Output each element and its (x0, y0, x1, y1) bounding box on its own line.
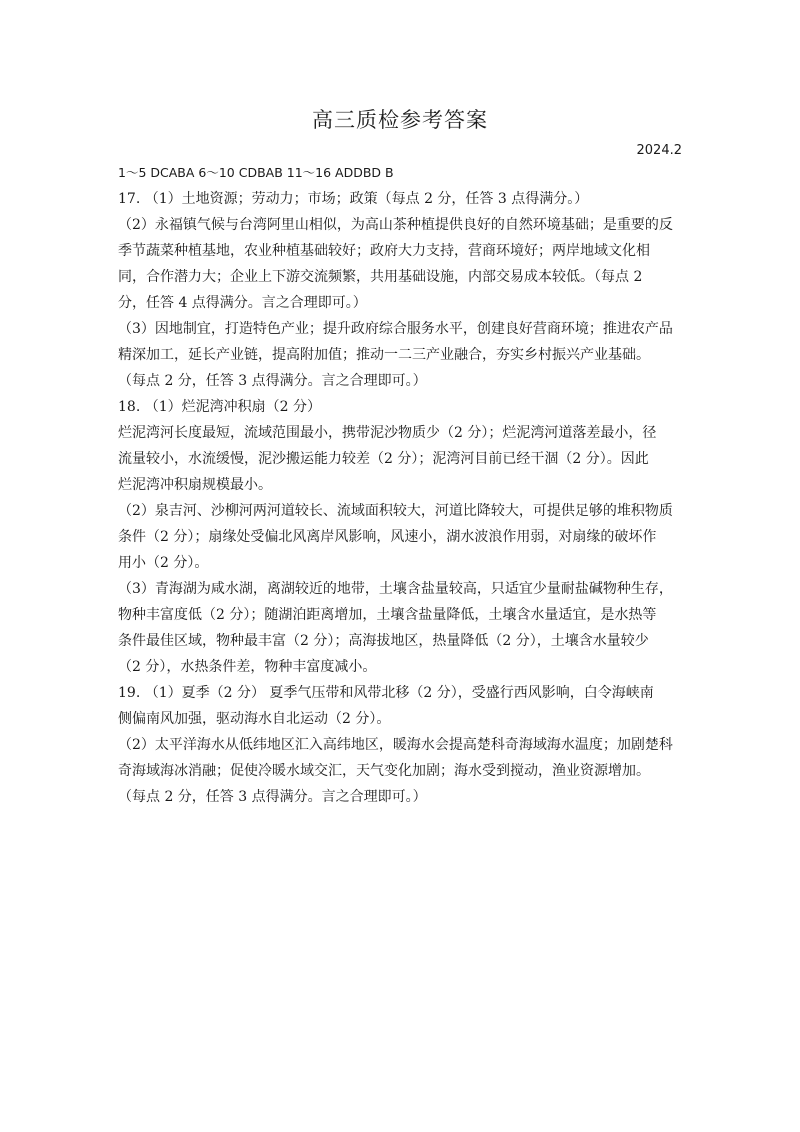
answer-line: （2）永福镇气候与台湾阿里山相似，为高山茶种植提供良好的自然环境基础；是重要的反 (118, 217, 673, 233)
answer-line: （3）青海湖为咸水湖，离湖较近的地带，土壤含盐量较高，只适宜少量耐盐碱物种生存， (118, 581, 673, 597)
answer-line: 条件（2 分）；扇缘处受偏北风离岸风影响，风速小，湖水波浪作用弱，对扇缘的破坏作 (118, 529, 657, 545)
answer-line: （2）泉吉河、沙柳河两河道较长、流域面积较大，河道比降较大，可提供足够的堆积物质 (118, 503, 673, 519)
answer-line: 奇海域海冰消融；促使冷暖水域交汇，天气变化加剧；海水受到搅动，渔业资源增加。 (118, 763, 650, 779)
document-date: 2024.2 (636, 143, 682, 158)
answer-body (118, 160, 690, 810)
answer-line: （每点 2 分，任答 3 点得满分。言之合理即可。） (118, 373, 427, 389)
answer-line: 物种丰富度低（2 分）；随湖泊距离增加，土壤含盐量降低，土壤含水量适宜，是水热等 (118, 607, 657, 623)
answer-line: 分，任答 4 点得满分。言之合理即可。） (118, 295, 367, 311)
answer-line: 流量较小，水流缓慢，泥沙搬运能力较差（2 分）；泥湾河目前已经干涸（2 分）。因此 (118, 451, 649, 467)
answer-line: 18. （1）烂泥湾冲积扇（2 分） (118, 399, 321, 415)
mc-answers-line: 1～5 DCABA 6～10 CDBAB 11～16 ADDBD B (118, 165, 394, 180)
answer-line: （每点 2 分，任答 3 点得满分。言之合理即可。） (118, 789, 427, 805)
answer-line: （2 分），水热条件差，物种丰富度减小。 (118, 659, 377, 675)
answer-line: 条件最佳区域，物种最丰富（2 分）；高海拔地区，热量降低（2 分），土壤含水量较少 (118, 633, 649, 649)
answer-line: 烂泥湾河长度最短，流域范围最小，携带泥沙物质少（2 分）；烂泥湾河道落差最小，径 (118, 425, 657, 441)
answer-line: 侧偏南风加强，驱动海水自北运动（2 分）。 (118, 711, 391, 727)
answer-line: 同，合作潜力大；企业上下游交流频繁，共用基础设施，内部交易成本较低。（每点 2 (118, 269, 643, 285)
answer-line: 17. （1）土地资源；劳动力；市场；政策（每点 2 分，任答 3 点得满分。） (118, 191, 589, 207)
answer-line: 精深加工，延长产业链，提高附加值；推动一二三产业融合，夯实乡村振兴产业基础。 (118, 347, 650, 363)
document-title: 高三质检参考答案 (312, 108, 488, 132)
answer-line: 19. （1）夏季（2 分） 夏季气压带和风带北移（2 分），受盛行西风影响，白令海峡南 (118, 685, 654, 701)
answer-line: 烂泥湾冲积扇规模最小。 (118, 477, 272, 493)
answer-line: 季节蔬菜种植基地，农业种植基础较好；政府大力支持，营商环境好；两岸地域文化相 (118, 243, 650, 259)
answer-line: 用小（2 分）。 (118, 555, 209, 571)
answer-line: （2）太平洋海水从低纬地区汇入高纬地区，暖海水会提高楚科奇海域海水温度；加剧楚科 (118, 737, 673, 753)
answer-line: （3）因地制宜，打造特色产业；提升政府综合服务水平，创建良好营商环境；推进农产品 (118, 321, 673, 337)
